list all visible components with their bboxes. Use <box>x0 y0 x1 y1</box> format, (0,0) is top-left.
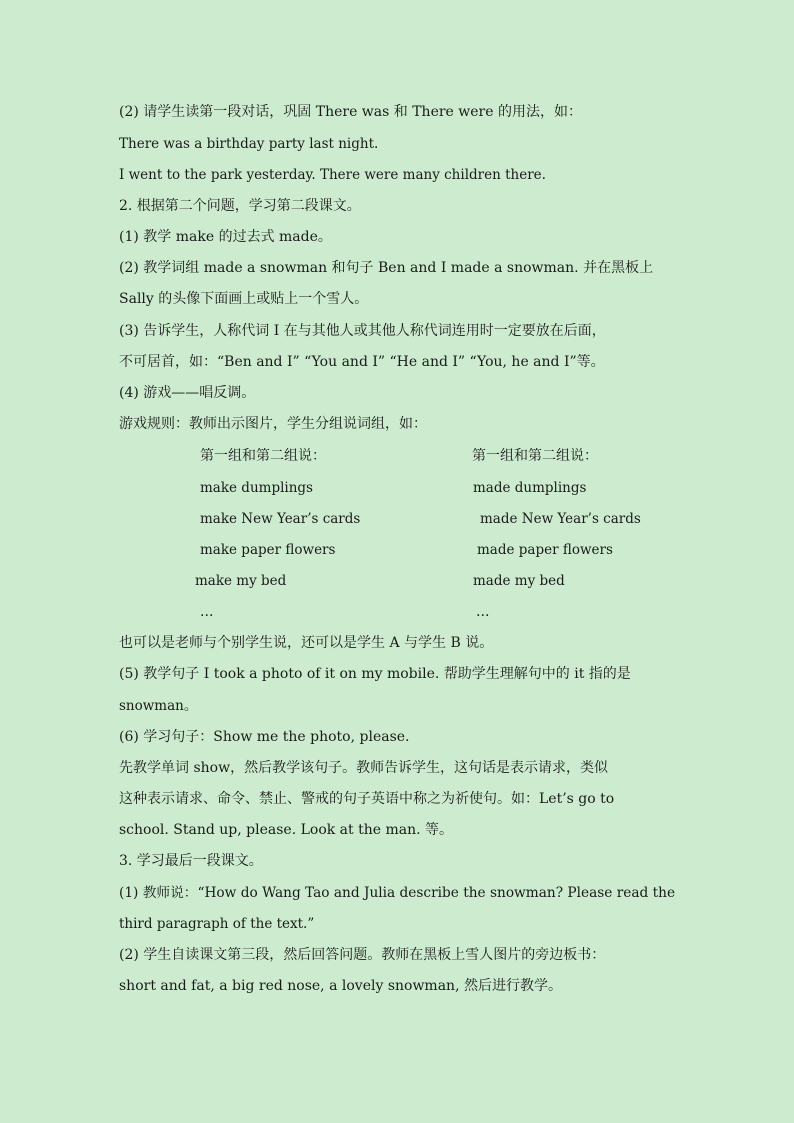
left-item: make my bed <box>195 573 287 589</box>
text-line: (5) 教学句子 I took a photo of it on my mobile. 帮助学生理解句中的 it 指的是 <box>119 666 631 682</box>
text-line: (6) 学习句子：Show me the photo, please. <box>119 729 410 745</box>
text-line: short and fat, a big red nose, a lovely snowman, 然后进行教学。 <box>119 978 562 994</box>
left-item: make New Year’s cards <box>200 511 361 527</box>
text-line: (2) 请学生读第一段对话，巩固 There was 和 There were 的用法，如： <box>119 104 582 120</box>
text-line: (2) 学生自读课文第三段，然后回答问题。教师在黑板上雪人图片的旁边板书： <box>119 947 606 963</box>
text-line: 2. 根据第二个问题，学习第二段课文。 <box>119 198 361 214</box>
text-line: 游戏规则：教师出示图片，学生分组说词组，如： <box>119 416 427 432</box>
text-line: (2) 教学词组 made a snowman 和句子 Ben and I made a snowman. 并在黑板上 <box>119 260 654 276</box>
right-item: … <box>476 604 490 620</box>
right-item: made dumplings <box>473 480 587 496</box>
text-line: (4) 游戏——唱反调。 <box>119 385 256 401</box>
text-line: 不可居首，如：“Ben and I” “You and I” “He and I” “You, he and I”等。 <box>119 354 605 370</box>
text-line: third paragraph of the text.” <box>119 916 315 932</box>
text-line: 3. 学习最后一段课文。 <box>119 853 263 869</box>
text-line: There was a birthday party last night. <box>119 136 379 152</box>
left-item: make paper flowers <box>200 542 336 558</box>
text-line: (1) 教师说：“How do Wang Tao and Julia describe the snowman? Please read the <box>119 885 676 901</box>
text-line: 先教学单词 show，然后教学该句子。教师告诉学生，这句话是表示请求，类似 <box>119 760 609 776</box>
text-line: 也可以是老师与个别学生说，还可以是学生 A 与学生 B 说。 <box>119 635 494 651</box>
right-column-header: 第一组和第二组说： <box>472 448 598 464</box>
left-item: make dumplings <box>200 480 313 496</box>
text-line: school. Stand up, please. Look at the man. 等。 <box>119 822 454 838</box>
right-item: made New Year’s cards <box>480 511 641 527</box>
left-item: … <box>200 604 214 620</box>
text-line: 这种表示请求、命令、禁止、警戒的句子英语中称之为祈使句。如：Let’s go to <box>119 791 615 807</box>
right-item: made paper flowers <box>477 542 613 558</box>
right-item: made my bed <box>473 573 565 589</box>
left-column-header: 第一组和第二组说： <box>200 448 326 464</box>
text-line: (1) 教学 make 的过去式 made。 <box>119 229 332 245</box>
text-line: (3) 告诉学生，人称代词 I 在与其他人或其他人称代词连用时一定要放在后面， <box>119 323 606 339</box>
text-line: Sally 的头像下面画上或贴上一个雪人。 <box>119 291 369 307</box>
text-line: I went to the park yesterday. There were many children there. <box>119 167 546 183</box>
text-line: snowman。 <box>119 698 198 714</box>
